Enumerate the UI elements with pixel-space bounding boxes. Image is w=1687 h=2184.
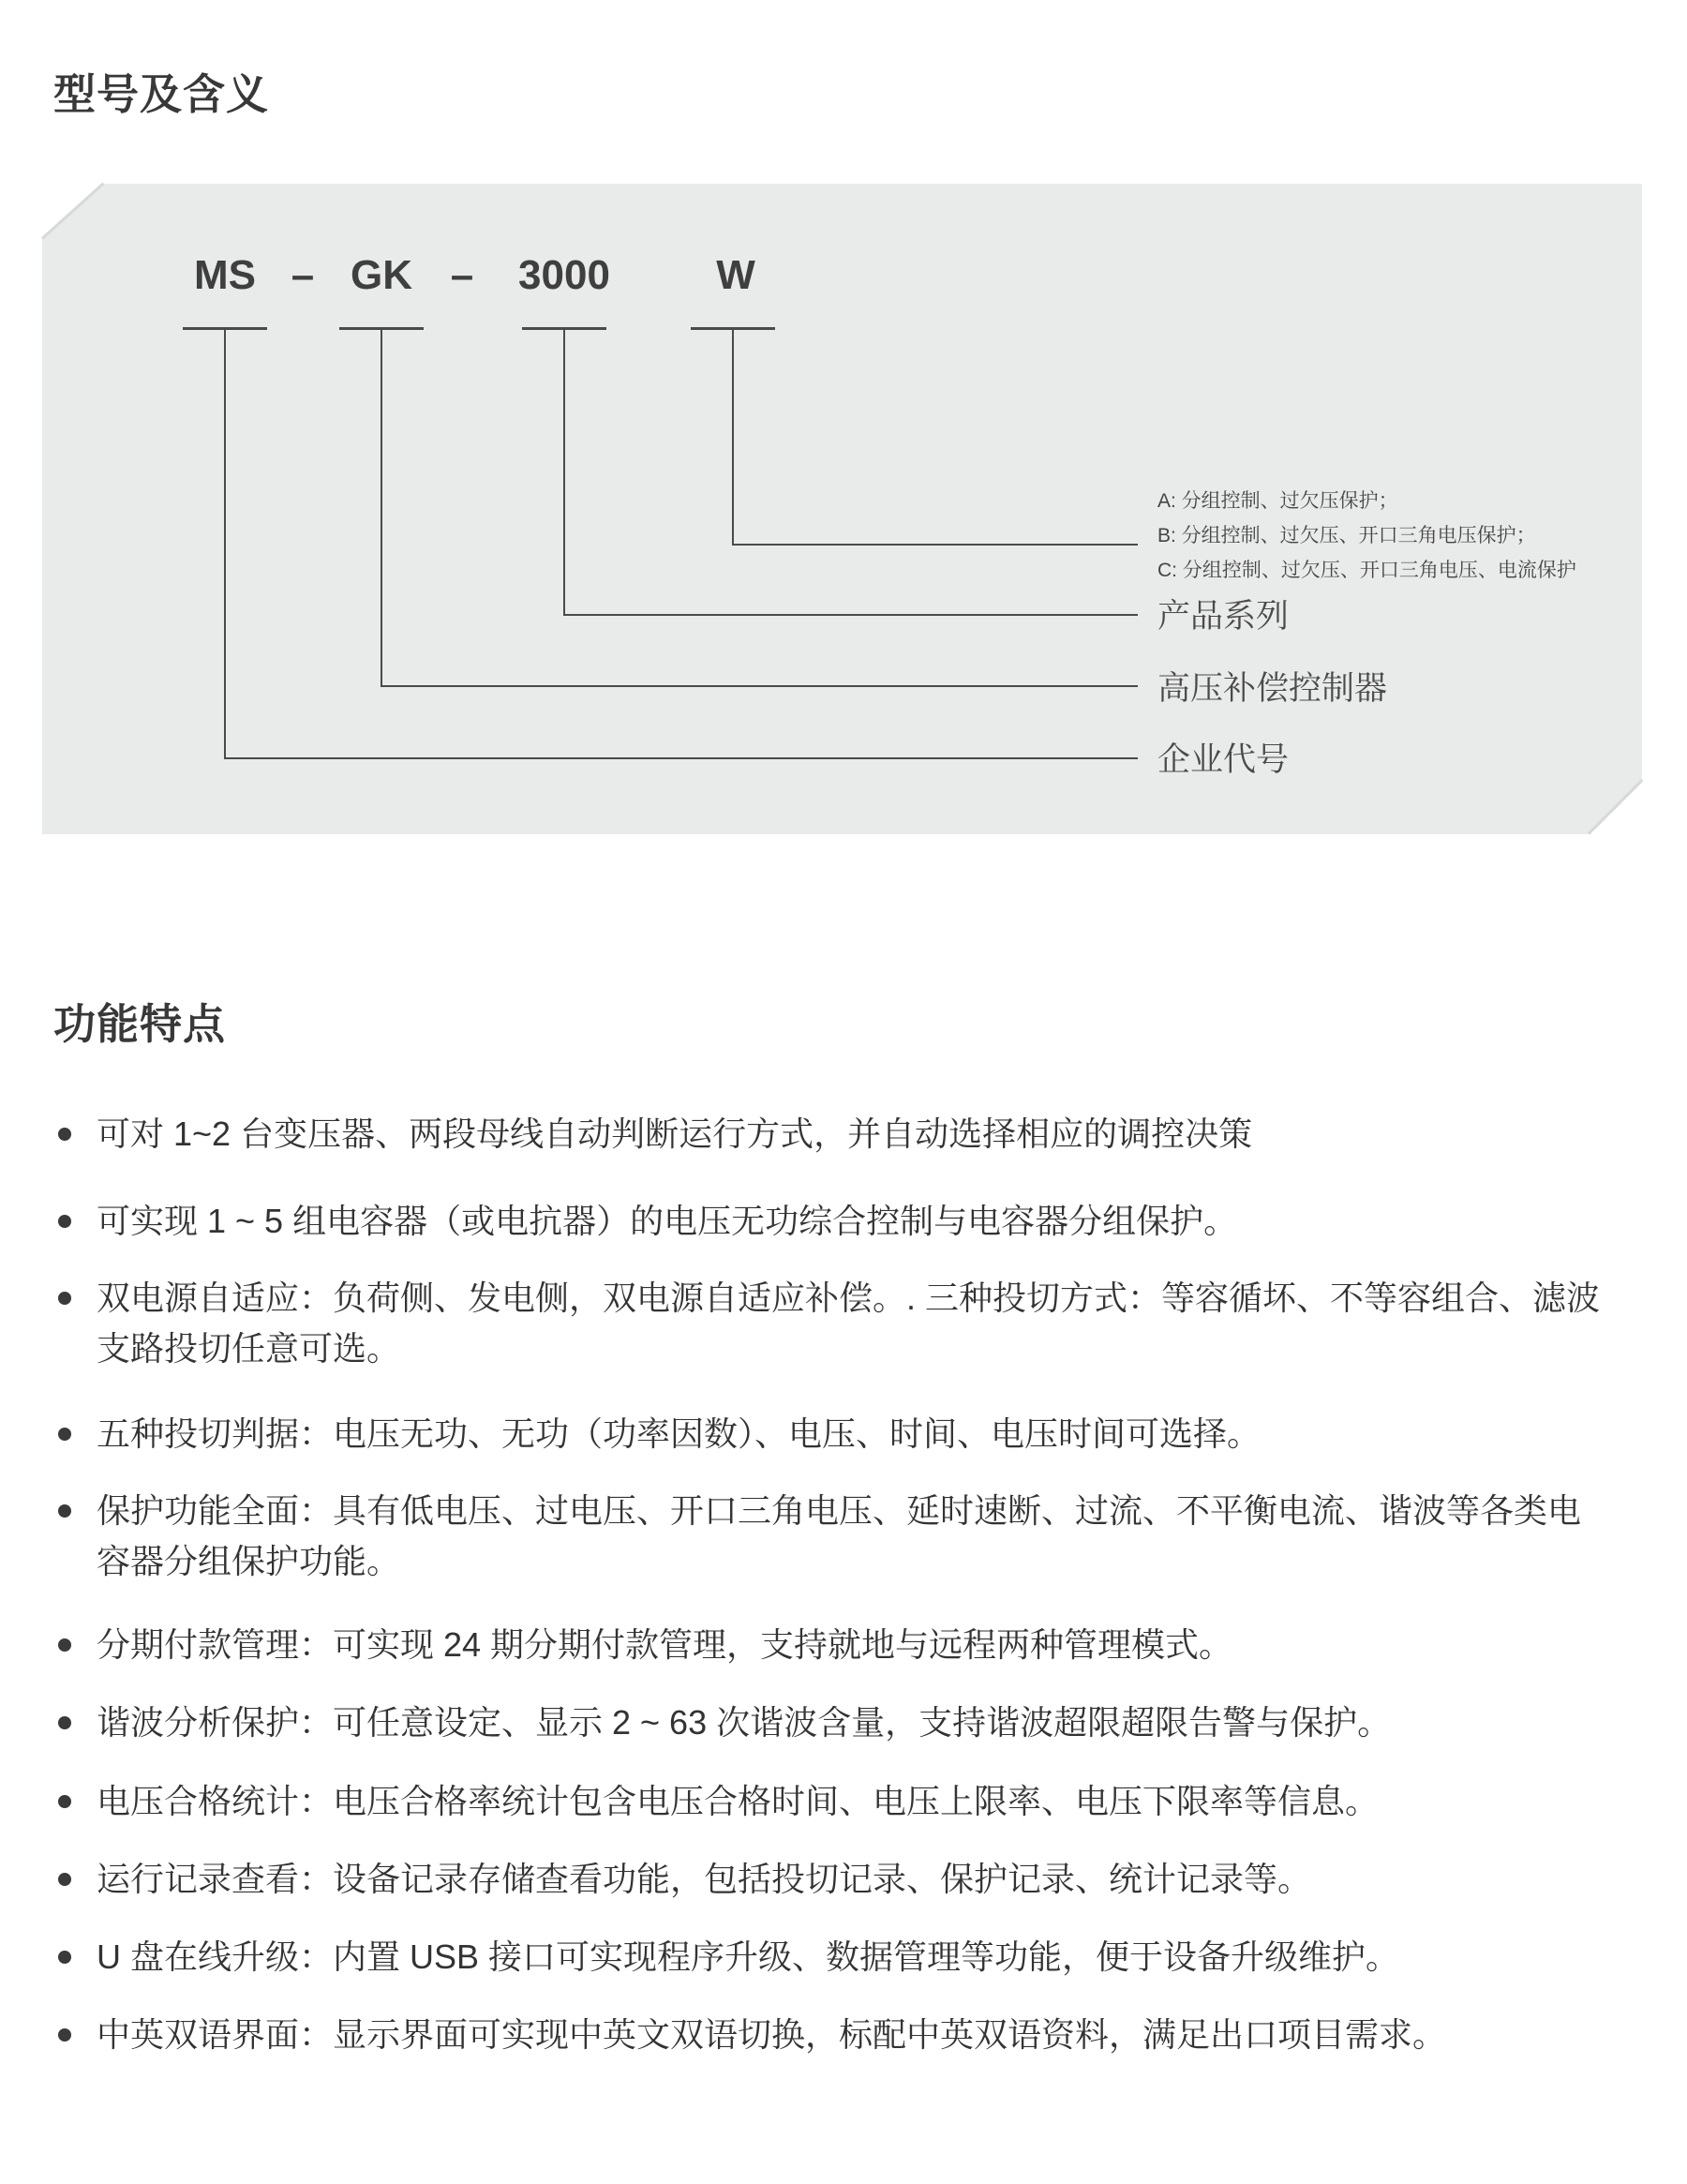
feature-item-1 bbox=[0, 1109, 1687, 1159]
feature-item-9 bbox=[0, 1854, 1687, 1905]
bullet-dot bbox=[58, 1292, 71, 1305]
feature-item-11 bbox=[0, 2010, 1687, 2060]
feature-text: 双电源自适应：负荷侧、发电侧，双电源自适应补偿。. 三种投切方式：等容循坏、不等容组合、滤波 bbox=[97, 1279, 1601, 1317]
model-code-ms: MS bbox=[194, 252, 256, 298]
feature-item-2 bbox=[0, 1196, 1687, 1247]
model-code-dash-1: – bbox=[291, 252, 315, 298]
label-company-code: 企业代号 bbox=[1157, 741, 1290, 778]
bullet-dot bbox=[58, 1873, 71, 1886]
bullet-dot bbox=[58, 1716, 71, 1729]
connector-horizontal-ms bbox=[224, 757, 1138, 759]
feature-item-8 bbox=[0, 1776, 1687, 1827]
bullet-dot bbox=[58, 1795, 71, 1808]
connector-vertical-w bbox=[732, 329, 734, 546]
feature-text: 谐波分析保护：可任意设定、显示 2 ~ 63 次谐波含量，支持谐波超限超限告警与保护。 bbox=[97, 1703, 1392, 1742]
bullet-dot bbox=[58, 1428, 71, 1441]
feature-text: 可实现 1 ~ 5 组电容器（或电抗器）的电压无功综合控制与电容器分组保护。 bbox=[97, 1202, 1238, 1240]
suffix-options-block bbox=[1157, 484, 1576, 588]
feature-text: 保护功能全面：具有低电压、过电压、开口三角电压、延时速断、过流、不平衡电流、谐波等各类电 bbox=[97, 1491, 1582, 1530]
connector-vertical-3000 bbox=[563, 329, 565, 616]
feature-item-7 bbox=[0, 1698, 1687, 1748]
connector-vertical-gk bbox=[381, 329, 382, 687]
suffix-option-b: B: 分组控制、过欠压、开口三角电压保护； bbox=[1157, 525, 1536, 546]
suffix-option-c: C: 分组控制、过欠压、开口三角电压、电流保护 bbox=[1157, 560, 1576, 581]
feature-text: 运行记录查看：设备记录存储查看功能，包括投切记录、保护记录、统计记录等。 bbox=[97, 1860, 1312, 1898]
model-code-gk: GK bbox=[351, 252, 412, 298]
connector-horizontal-gk bbox=[381, 685, 1138, 687]
features-section-title: 功能特点 bbox=[53, 1000, 227, 1048]
connector-horizontal-3000 bbox=[563, 614, 1138, 616]
feature-item-5 bbox=[0, 1486, 1687, 1587]
feature-text: U 盘在线升级：内置 USB 接口可实现程序升级、数据管理等功能，便于设备升级维护。 bbox=[97, 1937, 1400, 1976]
connector-vertical-ms bbox=[224, 329, 226, 759]
bullet-dot bbox=[58, 1638, 71, 1652]
feature-item-6 bbox=[0, 1620, 1687, 1670]
feature-text: 电压合格统计：电压合格率统计包含电压合格时间、电压上限率、电压下限率等信息。 bbox=[97, 1782, 1380, 1820]
bullet-dot bbox=[58, 2028, 71, 2042]
feature-item-10 bbox=[0, 1932, 1687, 1982]
feature-text: 分期付款管理：可实现 24 期分期付款管理，支持就地与远程两种管理模式。 bbox=[97, 1625, 1233, 1664]
connector-horizontal-w bbox=[732, 544, 1138, 546]
model-code-3000: 3000 bbox=[518, 252, 610, 298]
bullet-dot bbox=[58, 1128, 71, 1141]
feature-text: 容器分组保护功能。 bbox=[97, 1542, 401, 1580]
model-code-w: W bbox=[716, 252, 755, 298]
feature-text: 可对 1~2 台变压器、两段母线自动判断运行方式，并自动选择相应的调控决策 bbox=[97, 1114, 1253, 1153]
label-hv-compensation-controller: 高压补偿控制器 bbox=[1157, 670, 1388, 707]
model-section-title: 型号及含义 bbox=[53, 70, 270, 118]
feature-item-4 bbox=[0, 1409, 1687, 1459]
model-code-dash-2: – bbox=[450, 252, 474, 298]
bullet-dot bbox=[58, 1504, 71, 1518]
suffix-option-a: A: 分组控制、过欠压保护； bbox=[1157, 490, 1398, 512]
feature-item-3 bbox=[0, 1273, 1687, 1374]
feature-text: 中英双语界面：显示界面可实现中英文双语切换，标配中英双语资料，满足出口项目需求。 bbox=[97, 2015, 1447, 2054]
bullet-dot bbox=[58, 1951, 71, 1964]
feature-text: 五种投切判据：电压无功、无功（功率因数）、电压、时间、电压时间可选择。 bbox=[97, 1414, 1262, 1453]
feature-text: 支路投切任意可选。 bbox=[97, 1329, 401, 1368]
label-product-series: 产品系列 bbox=[1157, 598, 1290, 635]
bullet-dot bbox=[58, 1215, 71, 1228]
